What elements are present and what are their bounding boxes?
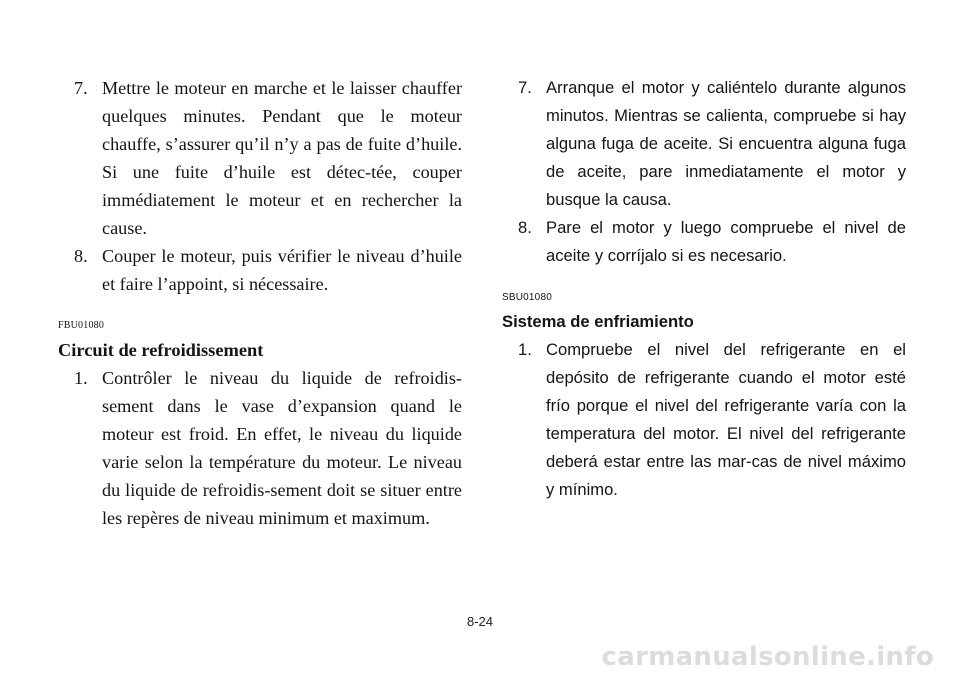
list-item-1-es bbox=[502, 336, 906, 504]
item-number: 7. bbox=[74, 78, 88, 98]
item-text: Mettre le moteur en marche et le laisser chauffer quelques minutes. Pendant que le moteur chauffe, s’assurer qu’il n’y a pas de fuite d’huile. Si une fuite d’huile est détec-tée, couper immédiatement le moteur et en rechercher la cause. bbox=[102, 78, 462, 238]
french-column bbox=[58, 74, 462, 532]
item-text: Compruebe el nivel del refrigerante en el depósito de refrigerante cuando el motor esté frío porque el nivel del refrigerante varía con la temperatura del motor. El nivel del refrigerante deberá estar entre las mar-cas de nivel máximo y mínimo. bbox=[546, 340, 906, 499]
list-item-7-es bbox=[502, 74, 906, 214]
item-number: 8. bbox=[74, 246, 88, 266]
page-number: 8-24 bbox=[466, 614, 494, 629]
watermark: carmanualsonline.info bbox=[601, 642, 934, 672]
section-code-es: SBU01080 bbox=[502, 292, 552, 303]
list-item-8-es bbox=[502, 214, 906, 270]
section-code-fr: FBU01080 bbox=[58, 320, 105, 331]
list-item-1-fr bbox=[58, 364, 462, 532]
section-title-fr: Circuit de refroidissement bbox=[58, 340, 264, 360]
item-number: 7. bbox=[518, 78, 532, 97]
list-item-7-fr bbox=[58, 74, 462, 242]
item-text: Arranque el motor y caliéntelo durante algunos minutos. Mientras se calienta, compruebe si hay alguna fuga de aceite. Si encuentra alguna fuga de aceite, pare inmediatamente el motor y busque la causa. bbox=[546, 78, 906, 209]
item-text: Contrôler le niveau du liquide de refroidis-sement dans le vase d’expansion quand le moteur est froid. En effet, le niveau du liquide varie selon la température du moteur. Le niveau du liquide de refroidis-sement doit se situer entre les repères de niveau minimum et maximum. bbox=[102, 368, 462, 528]
section-title-es: Sistema de enfriamiento bbox=[502, 312, 694, 331]
spanish-column bbox=[502, 74, 906, 504]
item-text: Couper le moteur, puis vérifier le niveau d’huile et faire l’appoint, si nécessaire. bbox=[102, 246, 462, 294]
item-text: Pare el motor y luego compruebe el nivel de aceite y corríjalo si es necesario. bbox=[546, 218, 906, 265]
item-number: 1. bbox=[74, 368, 88, 388]
item-number: 8. bbox=[518, 218, 532, 237]
item-number: 1. bbox=[518, 340, 532, 359]
list-item-8-fr bbox=[58, 242, 462, 298]
